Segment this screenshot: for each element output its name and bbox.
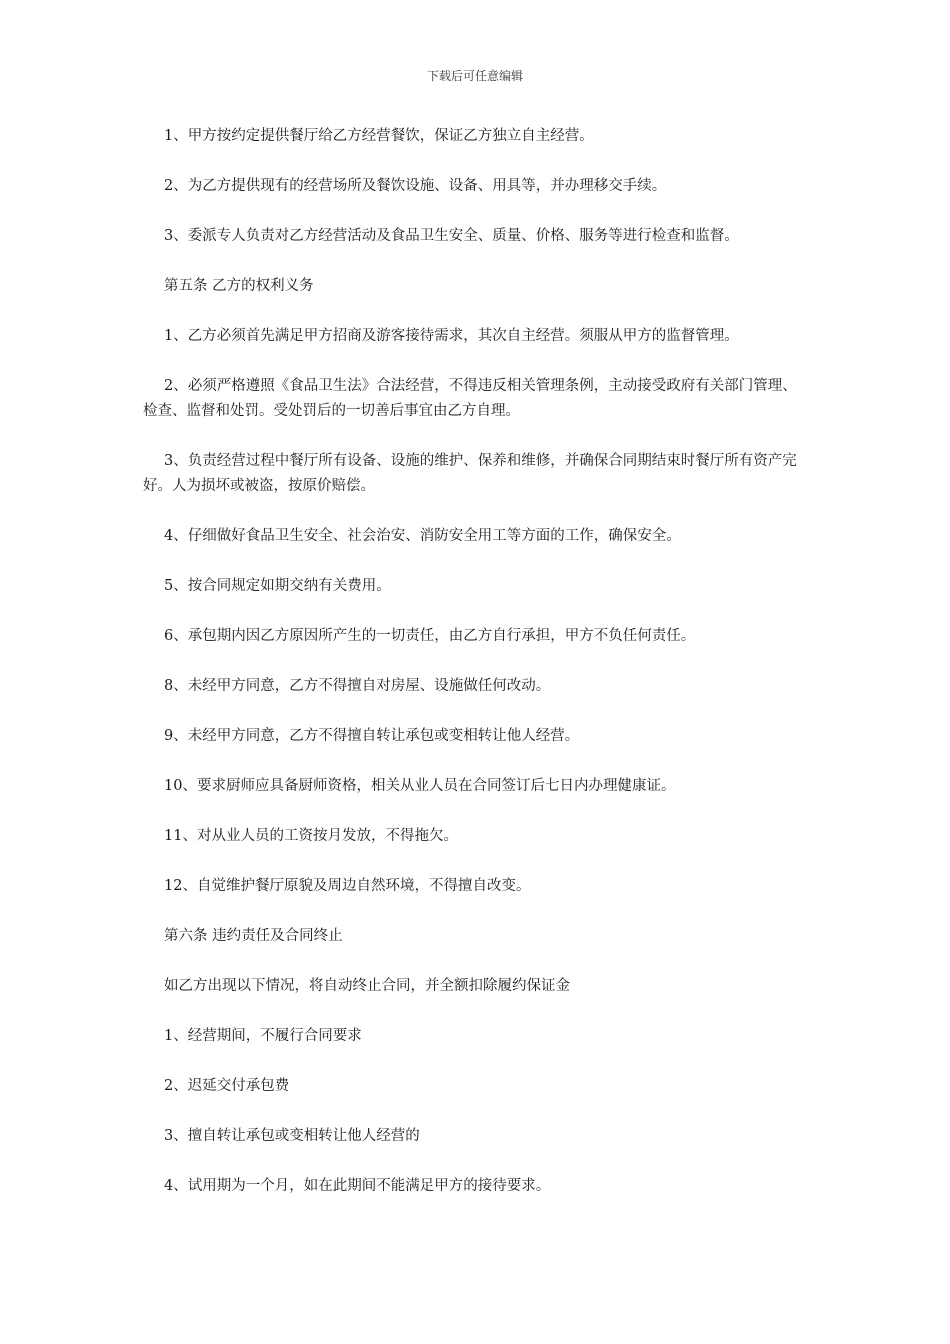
clause-paragraph: 3、擅自转让承包或变相转让他人经营的: [164, 1128, 420, 1144]
clause-paragraph: 如乙方出现以下情况，将自动终止合同，并全额扣除履约保证金: [164, 978, 570, 994]
section-heading: 第五条 乙方的权利义务: [164, 278, 314, 294]
clause-paragraph: 12、自觉维护餐厅原貌及周边自然环境，不得擅自改变。: [164, 878, 531, 894]
clause-paragraph: 3、负责经营过程中餐厅所有设备、设施的维护、保养和维修，并确保合同期结束时餐厅所有资产完好。人为损坏或被盗，按原价赔偿。: [143, 453, 797, 494]
clause-paragraph: 9、未经甲方同意，乙方不得擅自转让承包或变相转让他人经营。: [164, 728, 580, 744]
clause-paragraph: 1、甲方按约定提供餐厅给乙方经营餐饮，保证乙方独立自主经营。: [164, 128, 594, 144]
clause-paragraph: 10、要求厨师应具备厨师资格，相关从业人员在合同签订后七日内办理健康证。: [164, 778, 676, 794]
clause-paragraph: 8、未经甲方同意，乙方不得擅自对房屋、设施做任何改动。: [164, 678, 551, 694]
clause-paragraph: 2、为乙方提供现有的经营场所及餐饮设施、设备、用具等，并办理移交手续。: [164, 178, 667, 194]
clause-paragraph: 5、按合同规定如期交纳有关费用。: [164, 578, 391, 594]
section-heading: 第六条 违约责任及合同终止: [164, 928, 343, 944]
clause-paragraph: 4、试用期为一个月，如在此期间不能满足甲方的接待要求。: [164, 1178, 551, 1194]
page-header: 下载后可任意编辑: [426, 69, 523, 83]
clause-paragraph: 6、承包期内因乙方原因所产生的一切责任，由乙方自行承担，甲方不负任何责任。: [164, 628, 696, 644]
clause-paragraph: 3、委派专人负责对乙方经营活动及食品卫生安全、质量、价格、服务等进行检查和监督。: [164, 228, 739, 244]
clause-paragraph: 2、必须严格遵照《食品卫生法》合法经营，不得违反相关管理条例，主动接受政府有关部门管理、检查、监督和处罚。受处罚后的一切善后事宜由乙方自理。: [143, 378, 797, 419]
document-body: [143, 124, 809, 1224]
clause-paragraph: 1、乙方必须首先满足甲方招商及游客接待需求，其次自主经营。须服从甲方的监督管理。: [164, 328, 739, 344]
clause-paragraph: 11、对从业人员的工资按月发放，不得拖欠。: [164, 828, 458, 844]
clause-paragraph: 1、经营期间，不履行合同要求: [164, 1028, 362, 1044]
clause-paragraph: 4、仔细做好食品卫生安全、社会治安、消防安全用工等方面的工作，确保安全。: [164, 528, 681, 544]
clause-paragraph: 2、迟延交付承包费: [164, 1078, 290, 1094]
